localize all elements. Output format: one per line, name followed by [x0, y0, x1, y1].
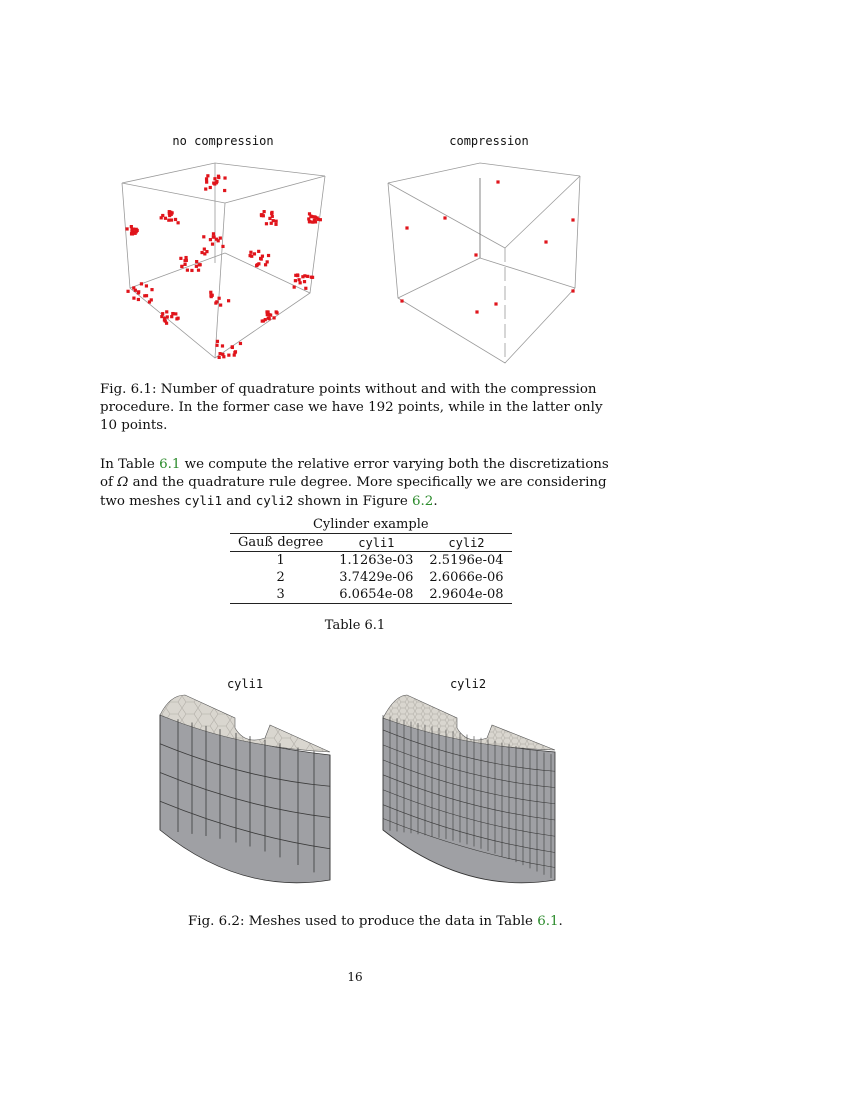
cell-cyli2: 2.6066e-06	[429, 570, 504, 585]
quadrature-point	[160, 315, 163, 318]
table-row	[230, 586, 512, 604]
quadrature-point	[275, 310, 278, 313]
quadrature-point	[218, 297, 221, 300]
quadrature-point	[204, 187, 207, 190]
quadrature-point	[233, 353, 236, 356]
quadrature-point	[227, 299, 230, 302]
ref-figure-link[interactable]: 6.2	[412, 494, 434, 509]
quadrature-point	[443, 216, 446, 219]
omega-symbol: Ω	[117, 475, 129, 490]
quadrature-point	[206, 174, 209, 177]
quadrature-point	[310, 276, 313, 279]
quadrature-point	[405, 226, 408, 229]
quadrature-point	[319, 218, 322, 221]
quadrature-point	[137, 290, 140, 293]
quadrature-point	[166, 315, 169, 318]
quadrature-point	[303, 280, 306, 283]
cell-cyli2: 2.9604e-08	[429, 587, 504, 602]
quadrature-point	[275, 220, 278, 223]
quadrature-point	[205, 250, 208, 253]
quadrature-point	[125, 227, 128, 230]
quadrature-point	[223, 189, 226, 192]
quadrature-point	[255, 264, 258, 267]
quadrature-point	[400, 299, 403, 302]
quadrature-point	[212, 232, 215, 235]
quadrature-point	[475, 310, 478, 313]
quadrature-point	[217, 176, 220, 179]
quadrature-point	[227, 354, 230, 357]
quadrature-point	[297, 278, 300, 281]
quadrature-point	[170, 315, 173, 318]
quadrature-point	[267, 254, 270, 257]
quadrature-point	[304, 287, 307, 290]
quadrature-point	[179, 257, 182, 260]
mesh2-code: cyli2	[255, 493, 294, 508]
fig62-ref-table-link[interactable]: 6.1	[537, 914, 559, 929]
cell-cyli1: 1.1263e-03	[339, 553, 414, 568]
quadrature-point	[161, 214, 164, 217]
quadrature-point	[261, 255, 264, 258]
quadrature-point	[199, 263, 202, 266]
quadrature-point	[257, 250, 260, 253]
quadrature-point	[216, 340, 219, 343]
quadrature-point	[221, 344, 224, 347]
quadrature-point	[253, 252, 256, 255]
quadrature-point	[571, 289, 574, 292]
quadrature-point	[308, 220, 311, 223]
quadrature-point	[171, 211, 174, 214]
quadrature-point	[202, 235, 205, 238]
fig61-caption: Fig. 6.1: Number of quadrature points without and with the compression procedure. In the former case we have 192 points, while in the latter only 10 points.	[100, 382, 603, 433]
cube-compression	[380, 158, 600, 368]
table-title: Cylinder example	[312, 517, 429, 532]
quadrature-point	[219, 303, 222, 306]
quadrature-point	[231, 346, 234, 349]
quadrature-point	[165, 322, 168, 325]
quadrature-point	[164, 217, 167, 220]
quadrature-point	[211, 243, 214, 246]
fig62-right-title: cyli2	[449, 677, 487, 691]
quadrature-point	[266, 313, 269, 316]
quadrature-point	[474, 253, 477, 256]
para-text-5: shown in Figure	[293, 494, 413, 509]
quadrature-point	[234, 350, 237, 353]
quadrature-point	[269, 314, 272, 317]
results-table-block	[230, 517, 512, 604]
quadrature-point	[571, 218, 574, 221]
quadrature-point	[266, 260, 269, 263]
quadrature-point	[294, 279, 297, 282]
fig61-right-title: compression	[449, 134, 529, 148]
quadrature-point	[265, 222, 268, 225]
para-text-3: and the quadrature rule degree. More specifically we are considering two meshes	[100, 475, 607, 509]
quadrature-point	[306, 275, 309, 278]
mesh-cyli2	[375, 690, 570, 895]
quadrature-point	[180, 265, 183, 268]
quadrature-point	[145, 294, 148, 297]
quadrature-point	[132, 297, 135, 300]
para-text-2: we compute the relative error varying both the discretizations of	[100, 457, 609, 490]
header-cyli2: cyli2	[448, 535, 485, 550]
quadrature-point	[221, 245, 224, 248]
quadrature-point	[168, 210, 171, 213]
quadrature-point	[209, 291, 212, 294]
quadrature-point	[309, 215, 312, 218]
quadrature-point	[296, 273, 299, 276]
quadrature-point	[217, 239, 220, 242]
quadrature-point	[272, 219, 275, 222]
quadrature-points-192	[125, 174, 321, 359]
quadrature-point	[213, 177, 216, 180]
para-text-4: and	[221, 494, 256, 509]
cell-cyli1: 3.7429e-06	[339, 570, 414, 585]
quadrature-point	[140, 282, 143, 285]
quadrature-point	[293, 286, 296, 289]
quadrature-point	[209, 186, 212, 189]
quadrature-point	[215, 300, 218, 303]
quadrature-point	[200, 251, 203, 254]
quadrature-point	[134, 289, 137, 292]
fig62-left-title: cyli1	[226, 677, 264, 691]
header-cyli1: cyli1	[358, 535, 395, 550]
cell-degree: 2	[276, 570, 285, 585]
quadrature-point	[183, 263, 186, 266]
quadrature-point	[314, 220, 317, 223]
quadrature-point	[264, 263, 267, 266]
quadrature-point	[150, 288, 153, 291]
quadrature-point	[195, 260, 198, 263]
quadrature-point	[197, 269, 200, 272]
quadrature-point	[130, 228, 133, 231]
table-row	[230, 552, 512, 570]
header-degree: Gauß degree	[238, 535, 324, 550]
fig62-caption-text: Fig. 6.2: Meshes used to produce the data in Table	[188, 914, 538, 929]
cell-degree: 1	[276, 553, 285, 568]
quadrature-point	[544, 240, 547, 243]
quadrature-point	[137, 298, 140, 301]
quadrature-points-10	[400, 180, 574, 313]
quadrature-point	[316, 216, 319, 219]
ref-table-link[interactable]: 6.1	[159, 457, 181, 472]
quadrature-point	[126, 290, 129, 293]
para-text-6: .	[433, 494, 438, 509]
cell-cyli1: 6.0654e-08	[339, 587, 414, 602]
quadrature-point	[274, 223, 277, 226]
quadrature-point	[249, 251, 252, 254]
quadrature-point	[210, 295, 213, 298]
quadrature-point	[268, 217, 271, 220]
quadrature-point	[215, 181, 218, 184]
quadrature-point	[496, 180, 499, 183]
fig61-left-title: no compression	[172, 134, 274, 148]
quadrature-point	[261, 213, 264, 216]
quadrature-point	[184, 256, 187, 259]
quadrature-point	[130, 232, 133, 235]
quadrature-point	[494, 302, 497, 305]
quadrature-point	[239, 342, 242, 345]
table-label: Table 6.1	[324, 618, 386, 633]
table-row	[230, 569, 512, 586]
quadrature-point	[212, 235, 215, 238]
mesh-cyli1	[150, 690, 345, 895]
quadrature-point	[307, 217, 310, 220]
cell-degree: 3	[276, 587, 285, 602]
quadrature-point	[205, 177, 208, 180]
quadrature-point	[161, 312, 164, 315]
quadrature-point	[270, 212, 273, 215]
quadrature-point	[190, 269, 193, 272]
quadrature-point	[219, 352, 222, 355]
quadrature-point	[175, 317, 178, 320]
fig62-caption	[188, 913, 648, 931]
quadrature-point	[174, 312, 177, 315]
quadrature-point	[185, 259, 188, 262]
quadrature-point	[218, 356, 221, 359]
page-number: 16	[347, 970, 363, 984]
body-paragraph	[100, 456, 620, 511]
quadrature-point	[205, 181, 208, 184]
quadrature-point	[174, 218, 177, 221]
quadrature-point	[272, 316, 275, 319]
quadrature-point	[135, 230, 138, 233]
results-table	[230, 533, 512, 604]
mesh1-code: cyli1	[184, 493, 222, 508]
quadrature-point	[263, 210, 266, 213]
quadrature-point	[221, 353, 224, 356]
quadrature-point	[145, 284, 148, 287]
quadrature-point	[299, 281, 302, 284]
quadrature-point	[215, 344, 218, 347]
quadrature-point	[195, 265, 198, 268]
quadrature-point	[209, 238, 212, 241]
quadrature-point	[177, 221, 180, 224]
quadrature-point	[264, 318, 267, 321]
quadrature-point	[150, 298, 153, 301]
quadrature-point	[223, 176, 226, 179]
quadrature-point	[186, 269, 189, 272]
table-header-row	[230, 534, 512, 552]
quadrature-point	[249, 254, 252, 257]
cell-cyli2: 2.5196e-04	[429, 553, 504, 568]
quadrature-point	[165, 310, 168, 313]
quadrature-point	[167, 219, 170, 222]
quadrature-point	[301, 275, 304, 278]
cube-no-compression	[110, 158, 340, 368]
para-text-1: In Table	[100, 457, 160, 472]
fig62-caption-end: .	[558, 914, 563, 929]
quadrature-point	[268, 317, 271, 320]
